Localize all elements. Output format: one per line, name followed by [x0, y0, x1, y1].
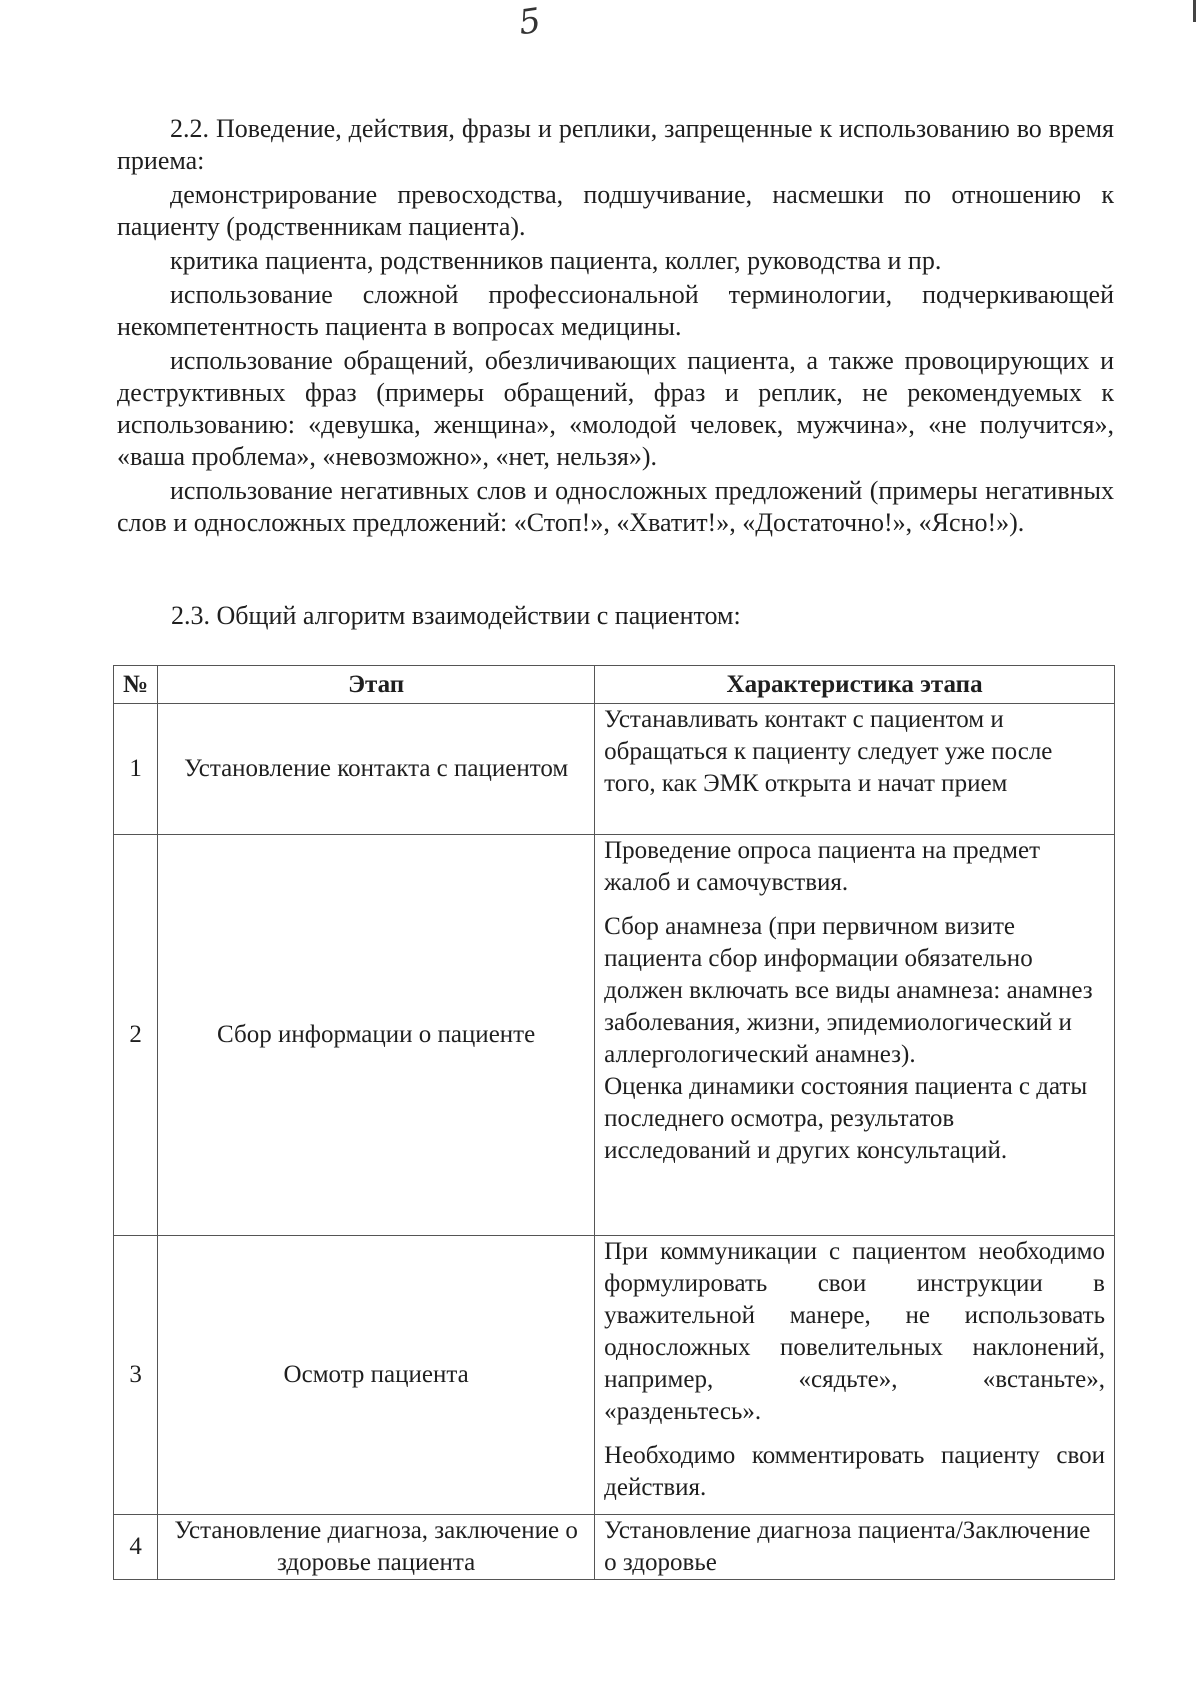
list-item: критика пациента, родственников пациента, коллег, руководства и пр. [170, 246, 942, 275]
description-paragraph: Оценка динамики состояния пациента с даты последнего осмотра, результатов исследований и других консультаций. [604, 1073, 1088, 1164]
row-number: 4 [114, 1515, 158, 1580]
description-paragraph: Установление диагноза пациента/Заключение о здоровье [604, 1517, 1091, 1576]
table-row [114, 1236, 1115, 1515]
header-number: № [114, 666, 158, 704]
header-description: Характеристика этапа [595, 666, 1115, 704]
table-row [114, 1515, 1115, 1580]
algorithm-table [113, 665, 1115, 1580]
row-description [595, 704, 1115, 835]
description-paragraph: Необходимо комментировать пациенту свои действия. [604, 1442, 1105, 1501]
row-number: 3 [114, 1236, 158, 1515]
description-paragraph: Проведение опроса пациента на предмет жалоб и самочувствия. [604, 837, 1040, 896]
list-item: использование обращений, обезличивающих пациента, а также провоцирующих и деструктивных фраз (примеры обращений, фраз и реплик, не рекомендуемых к использованию: «девушка, женщина», «молодой человек, мужчина», «не получится», «ваша проблема», «невозможно», «нет, нельзя»). [117, 346, 1114, 471]
section-2-2-heading: 2.2. Поведение, действия, фразы и реплики, запрещенные к использованию во время приема: [117, 114, 1114, 175]
description-paragraph: Устанавливать контакт с пациентом и обращаться к пациенту следует уже после того, как ЭМК открыта и начат прием [604, 706, 1053, 797]
row-number: 2 [114, 835, 158, 1236]
table-header-row [114, 666, 1115, 704]
row-stage: Установление диагноза, заключение о здоровье пациента [158, 1515, 595, 1580]
row-stage: Установление контакта с пациентом [158, 704, 595, 835]
description-paragraph: При коммуникации с пациентом необходимо формулировать свои инструкции в уважительной манере, не использовать односложных повелительных наклонений, например, «сядьте», «встаньте», «разденьтесь». [604, 1238, 1105, 1425]
page-number: 5 [516, 0, 544, 44]
section-2-2 [117, 113, 1114, 539]
row-description [595, 1515, 1115, 1580]
scan-mark [1193, 0, 1196, 22]
row-number: 1 [114, 704, 158, 835]
section-2-3-heading: 2.3. Общий алгоритм взаимодействии с пациентом: [171, 601, 741, 630]
row-stage: Осмотр пациента [158, 1236, 595, 1515]
row-description [595, 1236, 1115, 1515]
list-item: использование негативных слов и односложных предложений (примеры негативных слов и односложных предложений: «Стоп!», «Хватит!», «Достаточно!», «Ясно!»). [117, 476, 1114, 537]
table-row [114, 704, 1115, 835]
description-paragraph: Сбор анамнеза (при первичном визите пациента сбор информации обязательно должен включать все виды анамнеза: анамнез заболевания, жизни, эпидемиологический и аллергологический анамнез). [604, 913, 1093, 1068]
row-stage: Сбор информации о пациенте [158, 835, 595, 1236]
row-description [595, 835, 1115, 1236]
header-stage: Этап [158, 666, 595, 704]
list-item: демонстрирование превосходства, подшучивание, насмешки по отношению к пациенту (родственникам пациента). [117, 180, 1114, 241]
list-item: использование сложной профессиональной терминологии, подчеркивающей некомпетентность пациента в вопросах медицины. [117, 280, 1114, 341]
table-row [114, 835, 1115, 1236]
